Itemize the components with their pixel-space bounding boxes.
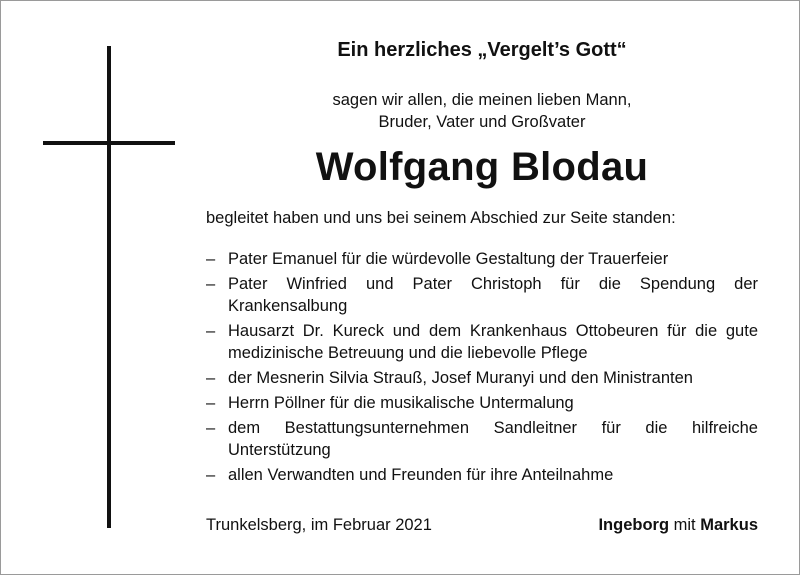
cross-vertical-bar — [107, 46, 111, 528]
intro-line-1: sagen wir allen, die meinen lieben Mann, — [332, 91, 632, 109]
list-item — [206, 273, 758, 317]
dash-bullet: – — [206, 419, 216, 437]
place-date: Trunkelsberg, im Februar 2021 — [206, 516, 432, 534]
list-item — [206, 464, 758, 486]
signature — [598, 516, 758, 535]
cross-horizontal-bar — [43, 141, 175, 145]
list-item-text: Pater Winfried und Pater Christoph für die Spendung der Krankensalbung — [228, 275, 758, 315]
list-item — [206, 417, 758, 461]
list-item — [206, 392, 758, 414]
intro-text — [206, 89, 758, 133]
dash-bullet: – — [206, 322, 216, 340]
thanks-list — [206, 248, 758, 489]
list-item — [206, 248, 758, 270]
list-item-text: Hausarzt Dr. Kureck und dem Krankenhaus Ottobeuren für die gute medizinische Betreuung und die liebevolle Pflege — [228, 322, 758, 362]
intro-line-2: Bruder, Vater und Großvater — [378, 113, 586, 131]
accompanied-text: begleitet haben und uns bei seinem Abschied zur Seite standen: — [206, 209, 676, 227]
list-item-text: der Mesnerin Silvia Strauß, Josef Muranyi und den Ministranten — [228, 369, 693, 387]
dash-bullet: – — [206, 466, 216, 484]
list-item-text: Herrn Pöllner für die musikalische Untermalung — [228, 394, 574, 412]
list-item — [206, 367, 758, 389]
dash-bullet: – — [206, 369, 216, 387]
list-item-text: dem Bestattungsunternehmen Sandleitner für die hilfreiche Unterstützung — [228, 419, 758, 459]
dash-bullet: – — [206, 250, 216, 268]
dash-bullet: – — [206, 275, 216, 293]
signature-connector: mit — [673, 516, 696, 534]
deceased-name: Wolfgang Blodau — [315, 145, 649, 189]
list-item — [206, 320, 758, 364]
signature-name-1: Ingeborg — [598, 516, 670, 534]
headline: Ein herzliches „Vergelt’s Gott“ — [337, 39, 627, 61]
dash-bullet: – — [206, 394, 216, 412]
list-item-text: allen Verwandten und Freunden für ihre Anteilnahme — [228, 466, 614, 484]
signature-name-2: Markus — [700, 516, 758, 534]
list-item-text: Pater Emanuel für die würdevolle Gestaltung der Trauerfeier — [228, 250, 669, 268]
